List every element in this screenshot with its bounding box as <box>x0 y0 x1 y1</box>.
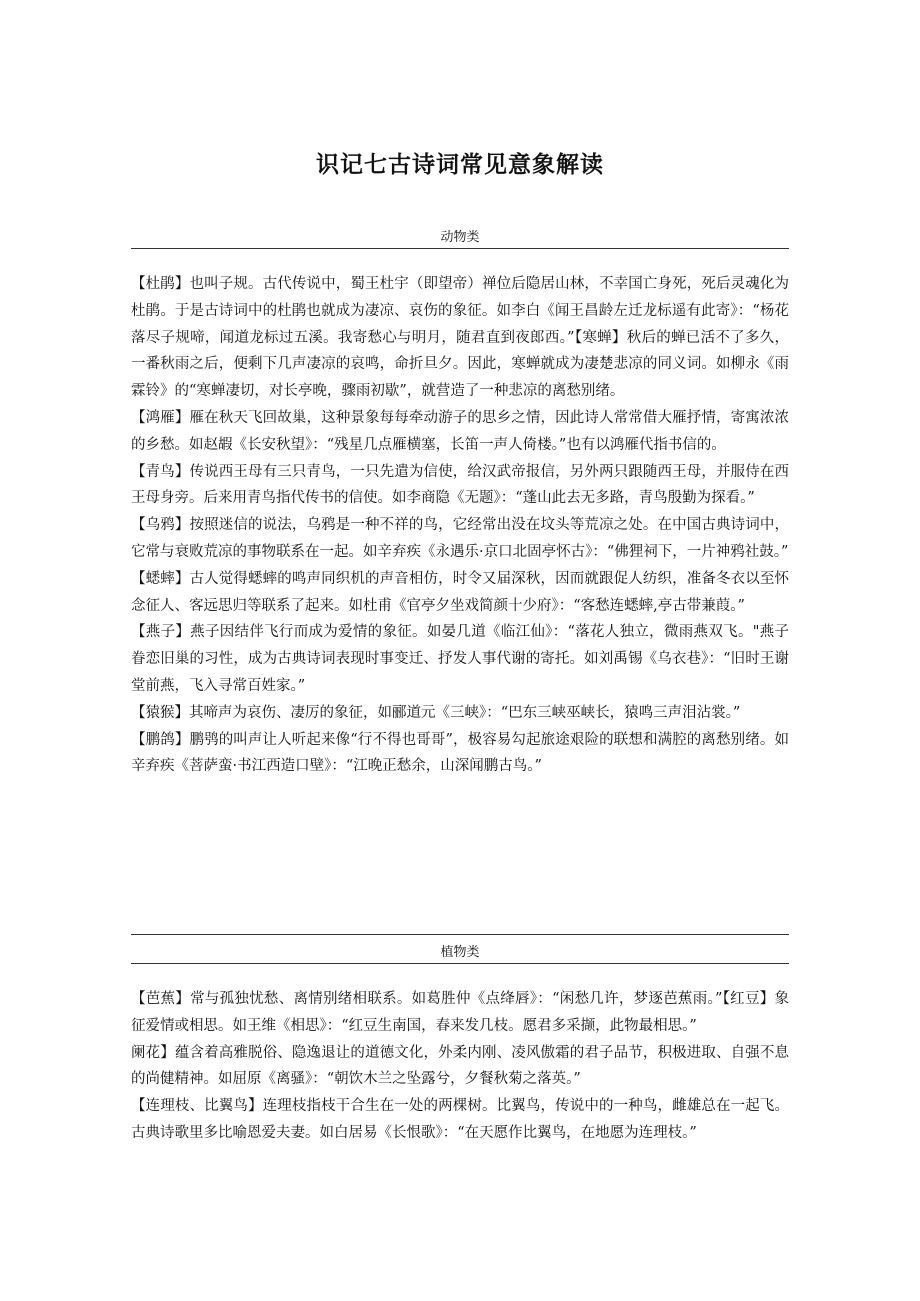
entry-xi-shuai: 【蟋蟀】古人觉得蟋蟀的鸣声同织机的声音相仿，时令又届深秋，因而就跟促人纺织，准备冬衣以至怀念征人、客远思归等联系了起来。如杜甫《官亭夕坐戏简颜十少府》：“客愁连蟋蟀,亭古带兼葭。” <box>131 570 789 614</box>
section-animals <box>131 219 789 780</box>
entry-lian-li-zhi: 【连理枝、比翼鸟】连理枝指枝干合生在一处的两棵树。比翼鸟，传说中的一种鸟，雌雄总在一起飞。古典诗歌里多比喻恩爱夫妻。如白居易《长恨歌》：“在天愿作比翼鸟，在地愿为连理枝。” <box>131 1098 789 1141</box>
section-label: 动物类 <box>440 230 480 245</box>
entry-hong-yan: 【鸿雁】雁在秋天飞回故巢，这种景象每每牵动游子的思乡之情，因此诗人常常借大雁抒情，寄寓浓浓的乡愁。如赵嘏《长安秋望》：“残星几点雁横塞，长笛一声人倚楼。”也有以鸿雁代指书信的。 <box>131 409 789 453</box>
section-plants <box>131 934 789 1147</box>
entry-wu-ya: 【乌鸦】按照迷信的说法，乌鸦是一种不祥的鸟，它经常出没在坟头等荒凉之处。在中国古典诗词中，它常与衰败荒凉的事物联系在一起。如辛弃疾《永遇乐·京口北固亭怀古》：“佛狸祠下，一片神鸦社鼓。” <box>131 517 789 560</box>
header-rule <box>131 248 789 249</box>
entry-yan-zi: 【燕子】燕子因结伴飞行而成为爱情的象征。如晏几道《临江仙》：“落花人独立，微雨燕双飞。"燕子眷恋旧巢的习性，成为古典诗词表现时事变迁、抒发人事代谢的寄托。如刘禹锡《乌衣巷》：“旧时王谢堂前燕，飞入寻常百姓家。” <box>131 624 789 694</box>
entry-ba-jiao: 【芭蕉】常与孤独忧愁、离情别绪相联系。如葛胜仲《点绛唇》：“闲愁几许，梦逐芭蕉雨。”【红豆】象征爱情或相思。如王维《相思》：“红豆生南国，春来发几枝。愿君多采撷，此物最相思。” <box>131 991 789 1034</box>
section-header <box>131 219 789 249</box>
header-rule-top <box>131 934 789 935</box>
entry-yuan-hou: 【猿猴】其啼声为哀伤、凄厉的象征，如郦道元《三峡》：“巴东三峡巫峡长，猿鸣三声泪沾裳。” <box>131 704 741 721</box>
entry-lan-hua: 阑花】蕴含着高雅脱俗、隐逸退让的道德文化，外柔内刚、凌风傲霜的君子品节，积极进取、自强不息的尚健精神。如屈原《离骚》：“朝饮木兰之坠露兮，夕餐秋菊之落英。” <box>131 1044 789 1088</box>
entry-zhe-gu: 【鹏鸽】鹏鸮的叫声让人听起来像“行不得也哥哥”，极容易勾起旅途艰险的联想和满腔的离愁别绪。如辛弃疾《菩萨蛮·书江西造口壁》：“江晚正愁余，山深闻鹏古鸟。” <box>131 731 789 775</box>
section-label: 植物类 <box>440 945 480 960</box>
entry-list <box>131 986 789 1147</box>
section-header <box>131 934 789 964</box>
entry-list <box>131 271 789 780</box>
entry-qing-niao: 【青鸟】传说西王母有三只青鸟，一只先遣为信使，给汉武帝报信，另外两只跟随西王母，并服侍在西王母身旁。后来用青鸟指代传书的信使。如李商隐《无题》：“蓬山此去无多路，青鸟殷勤为探看。” <box>131 463 789 507</box>
header-rule-bottom <box>131 963 789 964</box>
entry-du-juan: 【杜鹃】也叫子规。古代传说中，蜀王杜宇（即望帝）禅位后隐居山林，不幸国亡身死，死后灵魂化为杜鹃。于是古诗词中的杜鹃也就成为凄凉、哀伤的象征。如李白《闻王昌龄左迁龙标遥有此寄》：“杨花落尽子规啼，闻道龙标过五溪。我寄愁心与明月，随君直到夜郎西。”【寒蝉】秋后的蝉已活不了多久，一番秋雨之后，便剩下几声凄凉的哀鸣，命折旦夕。因此，寒蝉就成为凄楚悲凉的同义词。如柳永《雨霖铃》的“寒蝉凄切，对长亭晚，骤雨初歇”，就营造了一种悲凉的离愁别绪。 <box>131 276 789 400</box>
page-title: 识记七古诗词常见意象解读 <box>316 152 604 178</box>
